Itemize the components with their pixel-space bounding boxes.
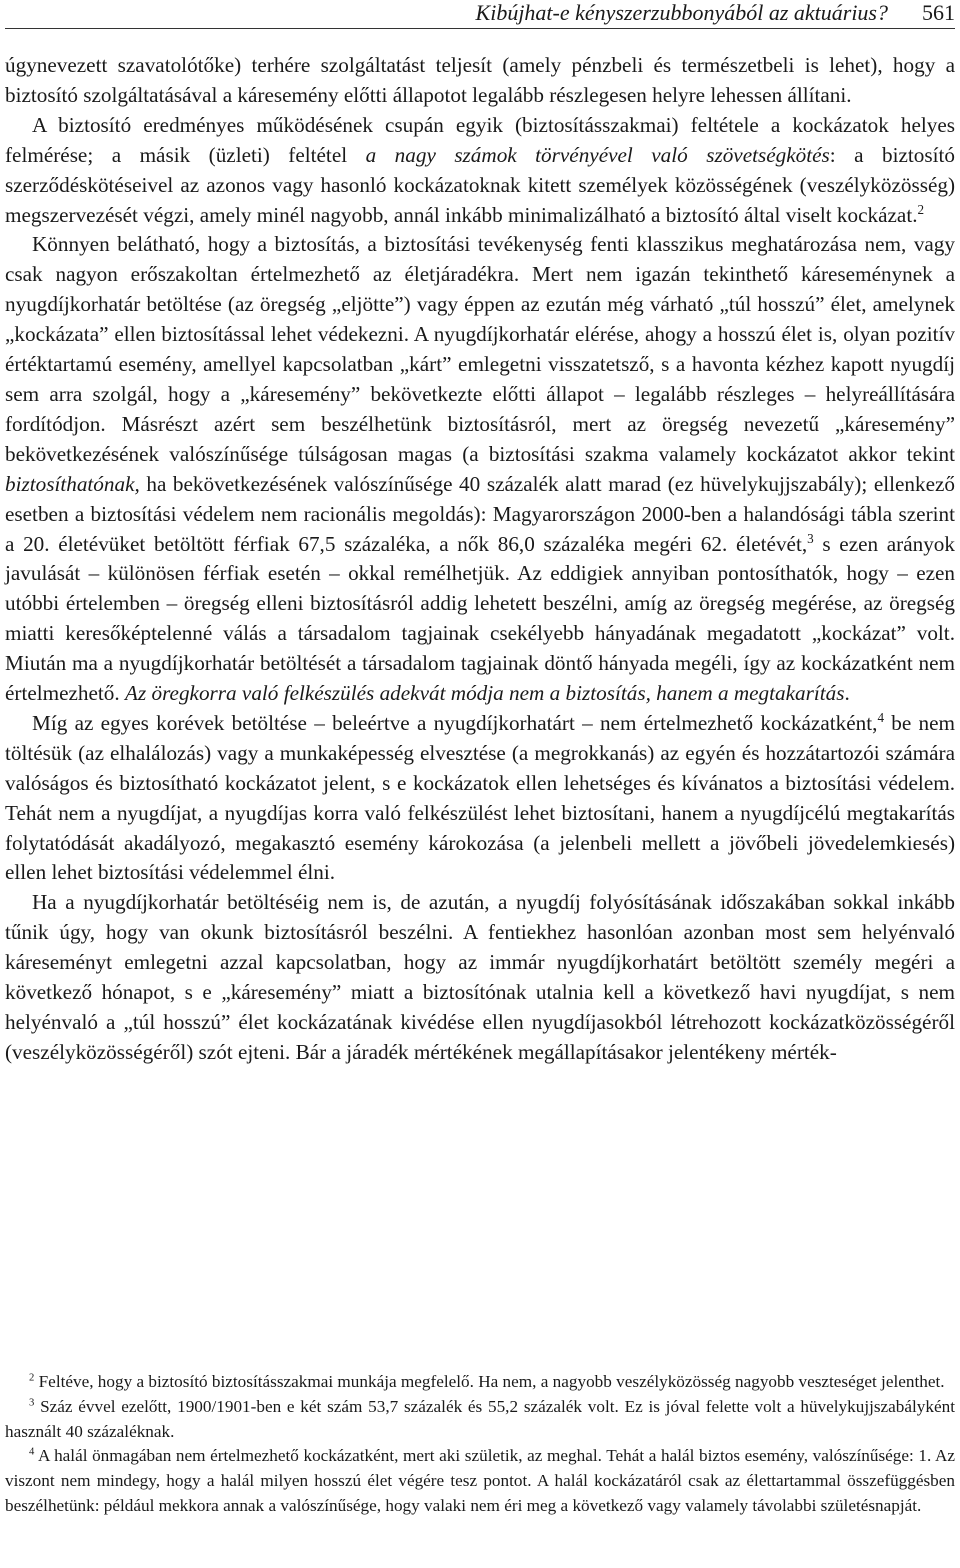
footnote-4-number: 4 [29, 1447, 35, 1458]
paragraph-5-text: Ha a nyugdíjkorhatár betöltéséig nem is, de azután, a nyugdíj folyósításának időszakában sokkal inkább tűnik úgy, hogy van okunk biztosításról beszélni. A fentiekhez hasonlóan azonban most sem helyénvaló káreseményt emlegetni azzal kapcsolatban, hogy az immár nyugdíjkorhatárt betöltött személy megéri a következő hónapot, s e „káresemény” miatt a biztosítónak utalnia kell a következő havi nyugdíjat, s nem helyénvaló a „túl hosszú” élet kockázatának kivédése ellen nyugdíjasokból létrehozott kockázatközösségéről (veszélyközösségéről) szót ejteni. Bár a járadék mértékének megállapításakor jelentékeny mérték- [5, 890, 955, 1064]
paragraph-3-emphasis-conclusion: Az öregkorra való felkészülés adekvát módja nem a biztosítás, hanem a megtakarítás [125, 681, 845, 706]
footnote-2-number: 2 [29, 1372, 35, 1384]
footnote-ref-3[interactable]: 3 [807, 530, 814, 546]
paragraph-4-text-b: be nem töltésük (az elhalálozás) vagy a munkaképesség elvesztése (a megrokkanás) az egyén és hozzátartozói számára valóságos és biztosítható kockázatot jelent, s e kockázatok ellen lehetséges és kívánatos a biztosítási védelem. Tehát nem a nyugdíjat, a nyugdíjas korra való felkészülést lehet biztosítani, hanem a nyugdíjcélú megtakarítás folytatódását akadályozó, megakasztó esemény károkozása (a jelenbeli mellett a jövőbeli jövedelemkiesés) ellen lehet biztosítási védelemmel élni. [5, 710, 955, 885]
running-header-title: Kibújhat-e kényszerzubbonyából az aktuárius? [475, 0, 888, 25]
paragraph-2-text-c: : a biztosító szerződéskötéseivel az azonos vagy hasonló kockázatoknak kitett személyek közösségének (veszélyközösség) megszervezését végzi, amely minél nagyobb, annál inkább minimalizálható a biztosító által viselt kockázat. [5, 142, 955, 227]
footnote-3-text: Száz évvel ezelőtt, 1900/1901-ben e két szám 53,7 százalék és 55,2 százalék volt. Ez is jóval felette volt a hüvelykujjszabályként használt 40 százaléknak. [5, 1396, 955, 1441]
paragraph-2-emphasis: a nagy számok törvényével való szövetségkötés [365, 142, 830, 167]
footnote-4 [5, 1444, 955, 1518]
paragraph-1-text: úgynevezett szavatolótőke) terhére szolgáltatást teljesít (amely pénzbeli és természetbeli is lehet), hogy a biztosító szolgáltatásával a káresemény előtti állapotot legalább részlegesen helyre lehessen állítani. [5, 53, 955, 107]
paragraph-4 [5, 709, 955, 888]
footnote-3-number: 3 [29, 1397, 35, 1409]
paragraph-3-text-a: Könnyen belátható, hogy a biztosítás, a biztosítási tevékenység fenti klasszikus meghatározása nem, vagy csak nagyon erőszakoltan értelmezhető az életjáradékra. Mert nem igazán tekinthető káreseménynek a nyugdíjkorhatár betöltése (az öregség „eljötte”) vagy éppen az ezután még várható „túl hosszú” élet, amelynek „kockázata” ellen biztosítással lehet védekezni. A nyugdíjkorhatár elérése, ahogy a hosszú élet is, olyan pozitív értéktartamú esemény, amellyel kapcsolatban „kárt” emlegetni visszatetsző, s a havonta kézhez kapott nyugdíj sem arra szolgál, hogy a „káresemény” bekövetkezte előtti állapot – legalább részleges – helyreállítására fordítódjon. Másrészt azért sem beszélhetünk biztosításról, mert az öregség nevezetű „káresemény” bekövetkezésének valószínűsége túlságosan magas (a biztosítási szakma valamely kockázatot akkor tekint [5, 232, 955, 466]
footnote-3 [5, 1395, 955, 1445]
footnote-ref-4[interactable]: 4 [877, 710, 884, 726]
footnote-2-text: Feltéve, hogy a biztosító biztosításszakmai munkája megfelelő. Ha nem, a nagyobb veszélyközösség nagyobb veszteséget jelenthet. [34, 1372, 945, 1391]
paragraph-3-text-d: s ezen arányok javulását – különösen férfiak esetén – okkal remélhetjük. Az eddigiek annyiban pontosíthatók, hogy – ezen utóbbi értelemben – öregség elleni biztosításról addig lehetett beszélni, amíg az öregség megérése, az öregség miatti keresőképtelenné válás a társadalom tagjainak csekélyebb hányadának megadatott „kockázat” volt. Miután ma a nyugdíjkorhatár betöltését a társadalom tagjainak döntő hányada megéli, így az kockázatként nem értelmezhető. [5, 531, 955, 706]
paragraph-2-text-a: A biztosító eredményes működésének csupán egyik (biztosításszakmai) feltétele a kockázatok helyes felmérése; a másik (üzleti) feltétel [5, 112, 955, 167]
footnote-ref-2[interactable]: 2 [917, 201, 925, 217]
paragraph-3-text-c: ha bekövetkezésének valószínűsége 40 százalék alatt marad (ez hüvelykujjszabály); ellenkező esetben a biztosítási védelem nem racionális megoldás): Magyarországon 2000-ben a halandósági tábla szerint a 20. életévüket betöltött férfiak 67,5 százaléka, a nők 86,0 százaléka megéri 62. életévét, [5, 471, 955, 556]
paragraph-3 [5, 230, 955, 709]
footnote-2 [5, 1370, 955, 1395]
paragraph-3-text-f: . [844, 681, 850, 706]
paragraph-2 [5, 111, 955, 231]
running-header [5, 0, 955, 29]
page-number: 561 [922, 0, 955, 25]
footnote-4-text: A halál önmagában nem értelmezhető kockázatként, mert aki születik, az meghal. Tehát a halál biztos esemény, valószínűsége: 1. Az viszont nem mindegy, hogy a halál milyen hosszú élet végére tesz pontot. A halál kockázatáról csak az élettartammal összefüggésben beszélhetünk: például mekkora annak a valószínűsége, hogy valaki nem éri meg a következő vagy valamely távolabbi születésnapját. [5, 1446, 955, 1515]
paragraph-4-text-a: Míg az egyes korévek betöltése – beleértve a nyugdíjkorhatárt – nem értelmezhető kockázatként, [32, 710, 878, 735]
paragraph-1 [5, 51, 955, 111]
paragraph-3-emphasis-insurable: biztosíthatónak, [5, 471, 140, 496]
footnotes [5, 1370, 955, 1519]
body-text [5, 51, 955, 1068]
paragraph-5 [5, 888, 955, 1067]
